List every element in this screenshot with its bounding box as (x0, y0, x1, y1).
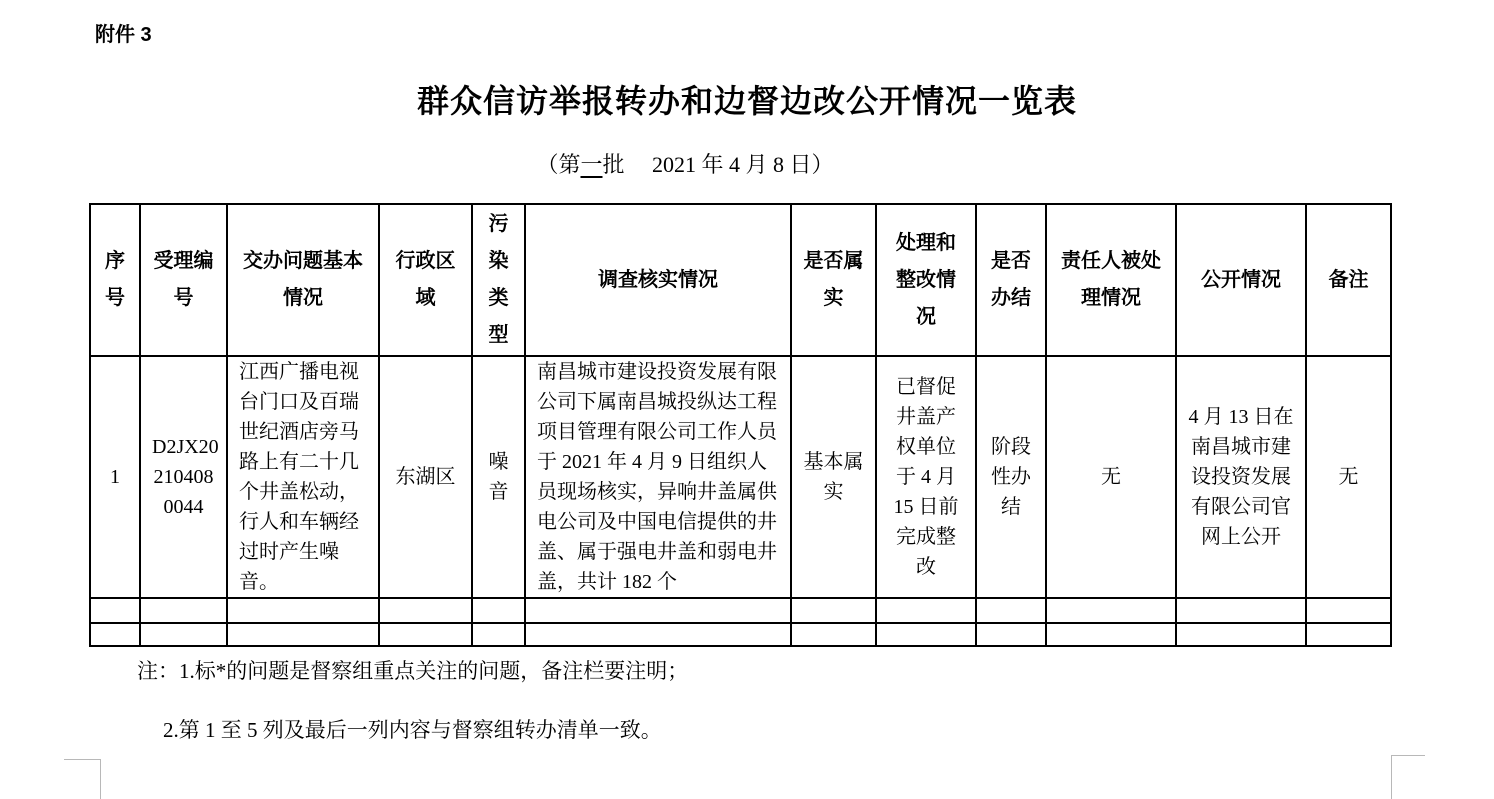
cell-investigation: 南昌城市建设投资发展有限公司下属南昌城投纵达工程项目管理有限公司工作人员于 2021 年 4 月 9 日组织人员现场核实，异响井盖属供电公司及中国电信提供的井盖、属于强电井盖和弱电井盖，共计 182 个 (525, 356, 791, 598)
cell-verified: 基本属实 (791, 356, 876, 598)
case-no-line: D2JX20 (152, 436, 219, 458)
subtitle (0, 148, 1432, 179)
cell-remarks: 无 (1306, 356, 1391, 598)
note-line-2: 2.第 1 至 5 列及最后一列内容与督察组转办清单一致。 (163, 718, 662, 742)
empty-cell (140, 598, 227, 623)
empty-cell (227, 623, 379, 646)
empty-cell (976, 623, 1046, 646)
disclosure-table (89, 203, 1392, 647)
empty-cell (1176, 623, 1306, 646)
empty-cell (472, 598, 525, 623)
empty-cell (525, 598, 791, 623)
cell-case-no (140, 356, 227, 598)
cell-handling: 已督促井盖产权单位于 4 月 15 日前完成整改 (876, 356, 976, 598)
empty-cell (379, 598, 472, 623)
attachment-label: 附件 3 (95, 24, 152, 46)
empty-cell (976, 598, 1046, 623)
empty-cell (90, 598, 140, 623)
col-header-seq: 序号 (90, 204, 140, 356)
empty-cell (1046, 623, 1176, 646)
case-no-line: 0044 (163, 496, 204, 518)
page-corner-mark-left (64, 759, 101, 799)
subtitle-suffix: 批 2021 年 4 月 8 日） (602, 152, 834, 177)
col-header-case-no: 受理编号 (140, 204, 227, 356)
empty-cell (1306, 598, 1391, 623)
col-header-responsible: 责任人被处理情况 (1046, 204, 1176, 356)
empty-cell (876, 598, 976, 623)
table-row (90, 356, 1391, 598)
cell-pollution-type: 噪音 (472, 356, 525, 598)
cell-responsible: 无 (1046, 356, 1176, 598)
empty-cell (525, 623, 791, 646)
col-header-investigation: 调查核实情况 (525, 204, 791, 356)
col-header-district: 行政区域 (379, 204, 472, 356)
empty-cell (876, 623, 976, 646)
col-header-disclosure: 公开情况 (1176, 204, 1306, 356)
empty-cell (90, 623, 140, 646)
empty-cell (1176, 598, 1306, 623)
header-row (90, 204, 1391, 356)
empty-cell (1306, 623, 1391, 646)
empty-cell (227, 598, 379, 623)
empty-cell (791, 623, 876, 646)
subtitle-batch-number: 一 (580, 152, 603, 177)
cell-disclosure: 4 月 13 日在南昌城市建设投资发展有限公司官网上公开 (1176, 356, 1306, 598)
col-header-verified: 是否属实 (791, 204, 876, 356)
case-no-line: 210408 (153, 466, 214, 488)
cell-seq: 1 (90, 356, 140, 598)
note-line-1: 注：1.标*的问题是督察组重点关注的问题，备注栏要注明； (137, 659, 689, 683)
page-title: 群众信访举报转办和边督边改公开情况一览表 (416, 83, 1077, 119)
cell-district: 东湖区 (379, 356, 472, 598)
cell-concluded: 阶段性办结 (976, 356, 1046, 598)
subtitle-prefix: （第 (536, 152, 581, 177)
empty-cell (791, 598, 876, 623)
empty-cell (140, 623, 227, 646)
cell-problem: 江西广播电视台门口及百瑞世纪酒店旁马路上有二十几个井盖松动，行人和车辆经过时产生噪音。 (227, 356, 379, 598)
col-header-remarks: 备注 (1306, 204, 1391, 356)
empty-cell (1046, 598, 1176, 623)
empty-cell (379, 623, 472, 646)
col-header-pollution-type: 污染类型 (472, 204, 525, 356)
col-header-problem: 交办问题基本情况 (227, 204, 379, 356)
page-corner-mark-right (1391, 755, 1425, 799)
empty-row (90, 598, 1391, 623)
empty-cell (472, 623, 525, 646)
empty-row (90, 623, 1391, 646)
col-header-handling: 处理和整改情况 (876, 204, 976, 356)
col-header-concluded: 是否办结 (976, 204, 1046, 356)
